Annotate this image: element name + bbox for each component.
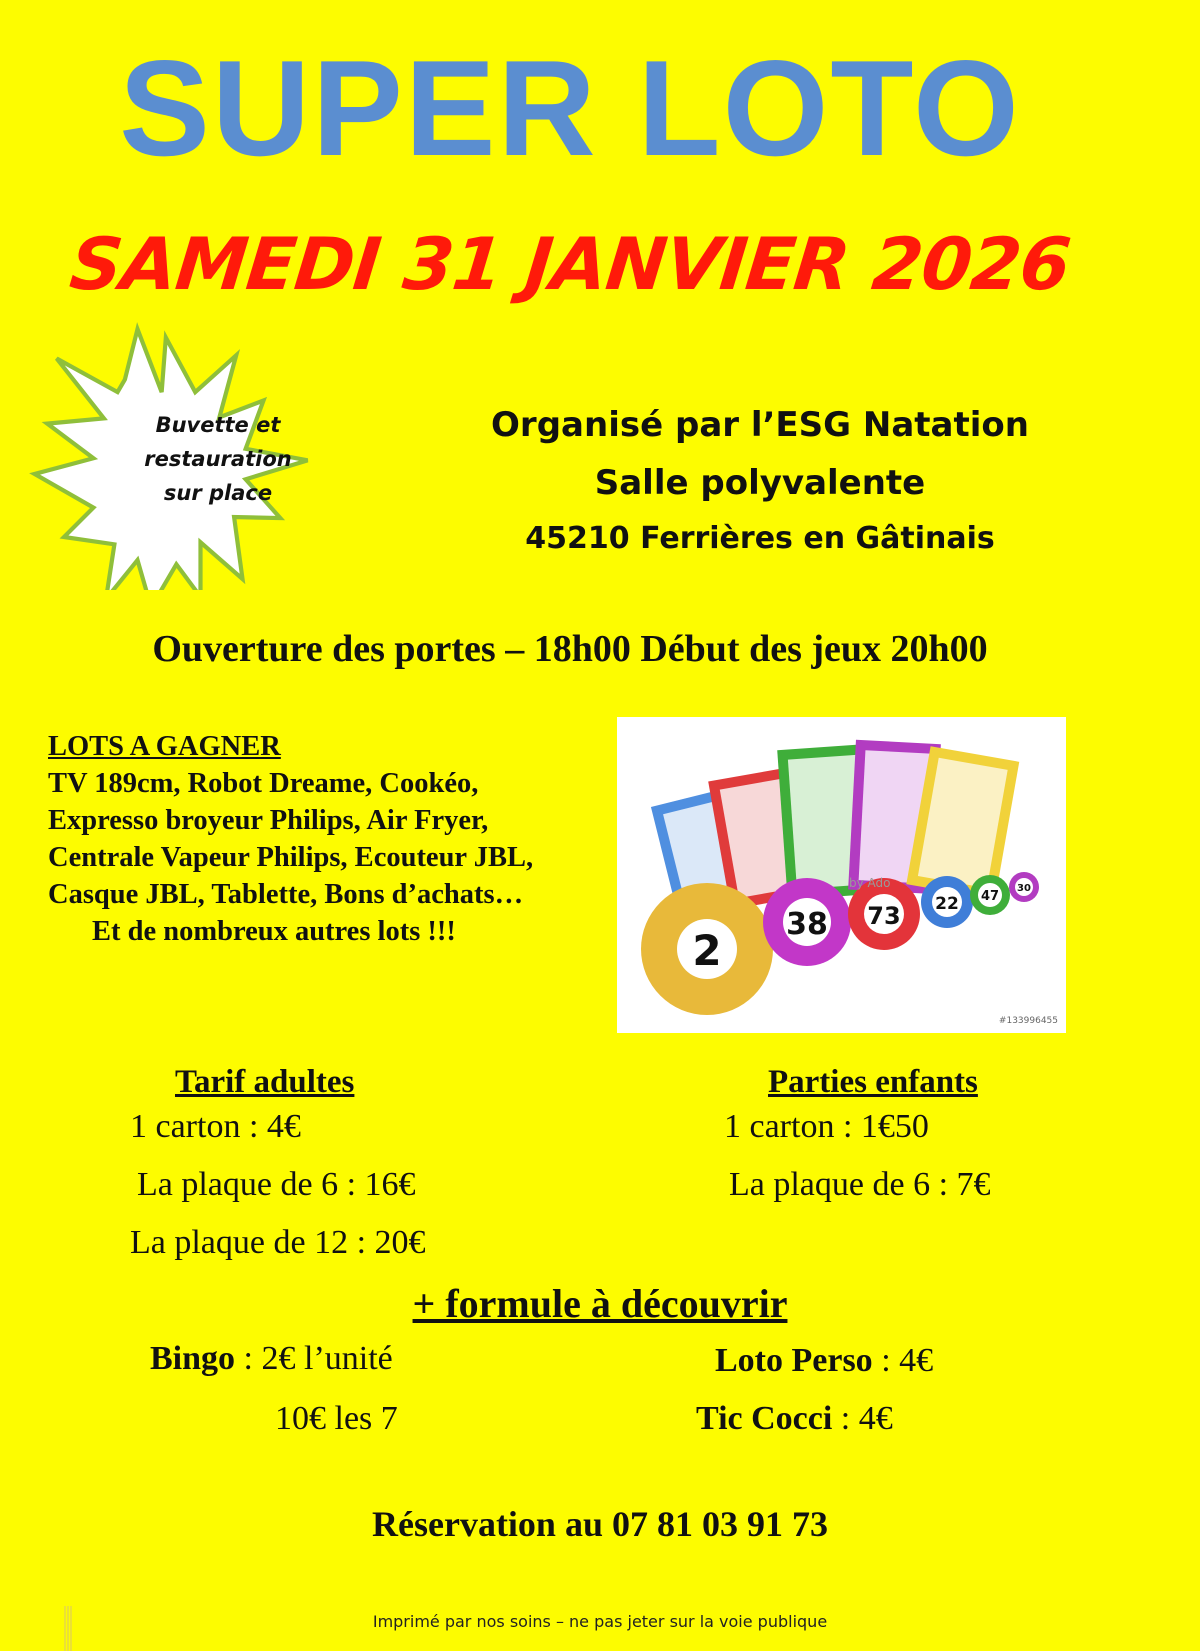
prizes-more: Et de nombreux autres lots !!! bbox=[92, 916, 456, 947]
prizes-section bbox=[48, 728, 568, 950]
starburst-line-1: Buvette et bbox=[155, 413, 281, 437]
address-line: 45210 Ferrières en Gâtinais bbox=[525, 521, 995, 556]
bingo-image bbox=[617, 717, 1066, 1033]
ball-73-number: 73 bbox=[867, 902, 901, 930]
loto-perso-value: : 4€ bbox=[872, 1342, 934, 1379]
ball-22-number: 22 bbox=[935, 894, 959, 914]
image-watermark: #133996455 bbox=[998, 1016, 1058, 1026]
bingo-bulk-price: 10€ les 7 bbox=[275, 1400, 398, 1437]
footer-note: Imprimé par nos soins – ne pas jeter sur la voie publique bbox=[372, 1612, 828, 1631]
poster-title: SUPER LOTO bbox=[119, 32, 1021, 184]
tarif-adultes-item: La plaque de 12 : 20€ bbox=[130, 1224, 426, 1261]
parties-enfants-item: La plaque de 6 : 7€ bbox=[729, 1166, 991, 1203]
prizes-heading: LOTS A GAGNER bbox=[48, 731, 281, 762]
starburst-text bbox=[118, 408, 318, 510]
venue-line: Salle polyvalente bbox=[594, 463, 926, 503]
tic-cocci-label: Tic Cocci bbox=[696, 1400, 833, 1437]
ball-38-number: 38 bbox=[786, 907, 828, 942]
bingo-price bbox=[150, 1342, 550, 1376]
tarif-adultes-heading: Tarif adultes bbox=[175, 1064, 355, 1100]
parties-enfants-heading: Parties enfants bbox=[768, 1064, 978, 1100]
tic-cocci-value: : 4€ bbox=[832, 1400, 893, 1437]
starburst-line-3: sur place bbox=[163, 481, 273, 505]
event-date: SAMEDI 31 JANVIER 2026 bbox=[66, 222, 1074, 306]
ball-2-number: 2 bbox=[692, 926, 722, 975]
tic-cocci-price bbox=[696, 1402, 1096, 1436]
stock-mark: by Ado bbox=[849, 876, 891, 890]
formula-heading: + formule à découvrir bbox=[412, 1281, 788, 1326]
loto-perso-label: Loto Perso bbox=[715, 1342, 873, 1379]
organizer-line: Organisé par l’ESG Natation bbox=[491, 405, 1029, 445]
ball-47-number: 47 bbox=[980, 889, 1000, 904]
ball-30-number: 30 bbox=[1017, 883, 1031, 894]
reservation-phone: Réservation au 07 81 03 91 73 bbox=[372, 1504, 828, 1544]
opening-hours: Ouverture des portes – 18h00 Début des jeux 20h00 bbox=[152, 628, 988, 670]
bingo-unit-price: : 2€ l’unité bbox=[235, 1340, 393, 1377]
bingo-label: Bingo bbox=[150, 1340, 236, 1377]
prizes-list: TV 189cm, Robot Dreame, Cookéo, Expresso broyeur Philips, Air Fryer, Centrale Vapeur Philips, Ecouteur JBL, Casque JBL, Tablette, Bons d’achats… bbox=[48, 768, 534, 910]
starburst-line-2: restauration bbox=[144, 447, 292, 471]
loto-perso-price bbox=[715, 1344, 1115, 1378]
parties-enfants-item: 1 carton : 1€50 bbox=[724, 1108, 929, 1145]
tarif-adultes-item: 1 carton : 4€ bbox=[130, 1108, 301, 1145]
tarif-adultes-item: La plaque de 6 : 16€ bbox=[137, 1166, 416, 1203]
